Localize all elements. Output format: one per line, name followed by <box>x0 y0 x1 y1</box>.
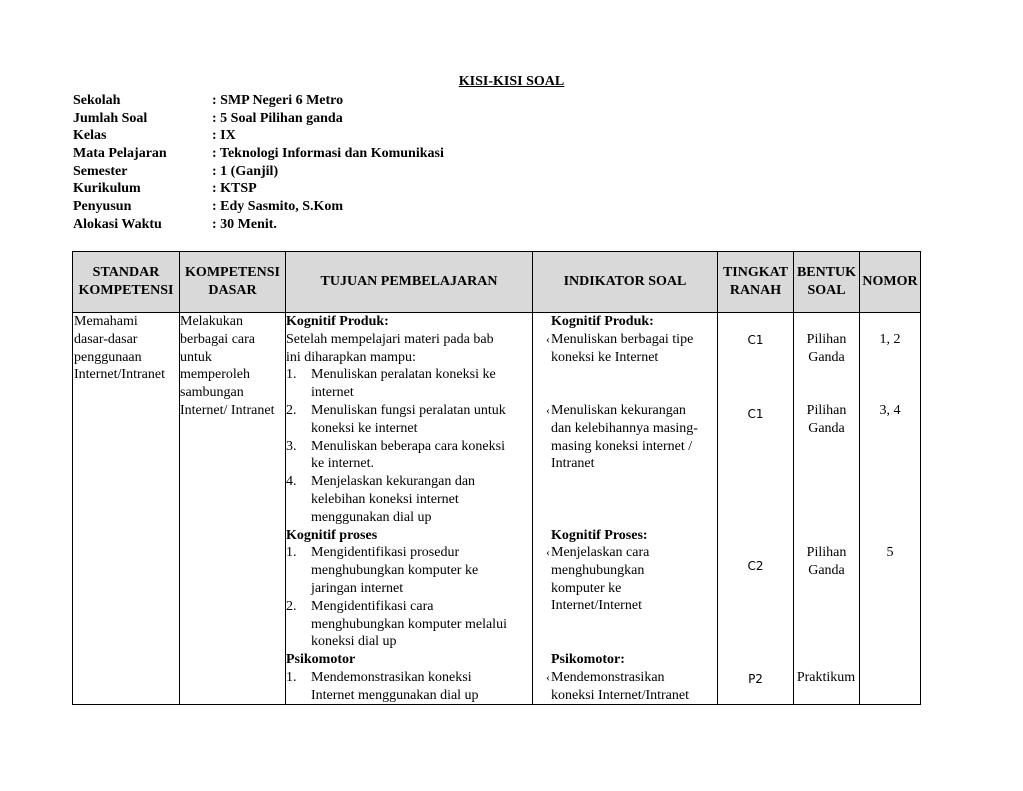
column-divider <box>793 252 794 704</box>
column-divider <box>859 252 860 704</box>
header-bentuk-soal: BENTUK SOAL <box>796 265 857 298</box>
section-title: Psikomotor <box>286 652 356 668</box>
produk-list <box>286 366 531 526</box>
indikator-item: ‹ Menuliskan berbagai tipe koneksi ke Internet <box>546 332 694 365</box>
info-row: Semester : 1 (Ganjil) <box>73 163 279 179</box>
list-item: 3. Menuliskan beberapa cara koneksi ke internet. <box>286 438 505 472</box>
tingkat-ranah-value: C1 <box>747 407 764 421</box>
info-block <box>73 92 444 234</box>
header-tingkat-ranah: TINGKAT RANAH <box>722 265 789 298</box>
info-row: Alokasi Waktu : 30 Menit. <box>73 216 277 232</box>
bentuk-soal-value: Praktikum <box>796 670 856 685</box>
list-item: 1. Mengidentifikasi prosedur menghubungkan komputer ke jaringan internet <box>286 545 479 596</box>
indikator-item: ‹ Menjelaskan cara menghubungkan komputer ke Internet/Internet <box>546 545 650 614</box>
tingkat-ranah-value: C2 <box>747 559 764 573</box>
document-title: KISI-KISI SOAL <box>458 74 565 89</box>
section-title: Kognitif Produk: <box>286 314 389 329</box>
section-title: Kognitif proses <box>286 527 378 543</box>
tingkat-ranah-value: P2 <box>748 672 763 686</box>
nomor-value: 1, 2 <box>879 332 901 347</box>
list-item: 4. Menjelaskan kekurangan dan kelebihan koneksi internet menggunakan dial up <box>286 474 476 525</box>
psikomotor-list <box>286 669 531 705</box>
info-row: Mata Pelajaran : Teknologi Informasi dan Komunikasi <box>73 146 444 162</box>
info-row: Sekolah : SMP Negeri 6 Metro <box>73 93 344 108</box>
column-divider <box>532 252 533 704</box>
info-row: Kurikulum : KTSP <box>73 181 257 197</box>
kompetensi-dasar-text: Melakukan berbagai cara untuk memperoleh sambungan Internet/ Intranet <box>180 314 275 418</box>
info-row: Kelas : IX <box>73 128 236 144</box>
standar-kompetensi-text: Memahami dasar-dasar penggunaan Internet/Intranet <box>74 314 165 383</box>
list-item: 2. Mengidentifikasi cara menghubungkan komputer melalui koneksi dial up <box>286 598 507 650</box>
nomor-value: 3, 4 <box>879 403 901 418</box>
list-item: 1. Menuliskan peralatan koneksi ke internet <box>286 367 496 401</box>
indikator-item: ‹ Mendemonstrasikan koneksi Internet/Intranet <box>546 670 690 703</box>
column-divider <box>717 252 718 704</box>
arrow-bullet-icon: ‹ <box>546 332 550 346</box>
bentuk-soal-value: Pilihan Ganda <box>806 403 847 436</box>
indikator-item: ‹ Menuliskan kekurangan dan kelebihannya masing- masing koneksi internet / Intranet <box>546 403 698 472</box>
list-item: 1. Mendemonstrasikan koneksi Internet menggunakan dial up <box>286 669 479 703</box>
header-kompetensi-dasar: KOMPETENSI DASAR <box>185 265 280 298</box>
proses-list <box>286 544 531 651</box>
header-standar-kompetensi: STANDAR KOMPETENSI <box>78 265 174 298</box>
kisi-kisi-table <box>72 251 921 705</box>
arrow-bullet-icon: ‹ <box>546 670 550 684</box>
info-row: Penyusun : Edy Sasmito, S.Kom <box>73 199 344 215</box>
header-tujuan-pembelajaran: TUJUAN PEMBELAJARAN <box>320 274 498 289</box>
nomor-value: 5 <box>886 545 894 560</box>
indikator-psikomotor-title: Psikomotor: <box>551 652 625 667</box>
tingkat-ranah-value: C1 <box>747 333 764 347</box>
tujuan-pembelajaran-text: Kognitif Produk: Setelah mempelajari materi pada bab ini diharapkan mampu: 1. Menuliskan peralatan koneksi ke internet 2. Menuliskan fungsi peralatan untuk koneksi ke internet 3. Menuliskan beberapa cara koneksi ke internet. 4. Menjelaskan kekurangan dan kelebihan koneksi internet menggunakan dial up Kognitif proses 1. Mengidentifikasi prosedur menghubungkan komputer ke jaringan internet 2. Mengidentifikasi cara menghubungkan komputer melalui koneksi dial up Psikomotor 1. Mendemonstrasikan koneksi Internet menggunakan dial up <box>286 313 531 705</box>
arrow-bullet-icon: ‹ <box>546 403 550 417</box>
header-nomor: NOMOR <box>862 274 918 289</box>
arrow-bullet-icon: ‹ <box>546 545 550 559</box>
header-indikator-soal: INDIKATOR SOAL <box>563 274 687 289</box>
indikator-produk-title: Kognitif Produk: <box>551 314 654 329</box>
bentuk-soal-value: Pilihan Ganda <box>806 545 847 578</box>
info-row: Jumlah Soal : 5 Soal Pilihan ganda <box>73 110 343 126</box>
indikator-proses-title: Kognitif Proses: <box>551 528 648 543</box>
list-item: 2. Menuliskan fungsi peralatan untuk koneksi ke internet <box>286 402 506 436</box>
bentuk-soal-value: Pilihan Ganda <box>806 332 847 365</box>
